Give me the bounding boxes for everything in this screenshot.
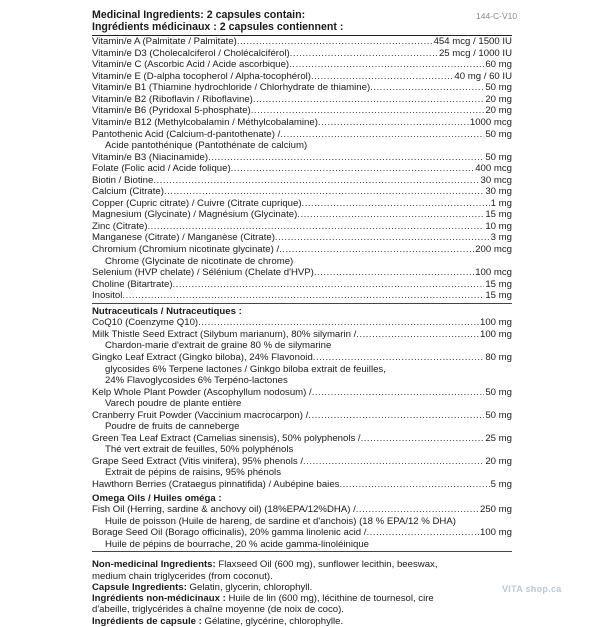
ingredient-continuation: Thé vert extrait de feuilles, 50% polyphénols [105, 444, 294, 456]
vitamin-row [92, 175, 512, 187]
ingredient-amount: 40 mg / 60 IU [454, 70, 512, 82]
product-code: 144-C-V10 [476, 11, 518, 21]
nutraceutical-row [92, 329, 512, 341]
leader-dots [290, 48, 438, 60]
leader-dots [314, 267, 474, 279]
nutraceuticals-list [92, 317, 512, 490]
ingredient-name: Folate (Folic acid / Acide folique) [92, 163, 231, 175]
vitamin-row [92, 59, 512, 71]
leader-dots [147, 221, 484, 233]
ingredient-continuation: Varech poudre de plante entière [105, 398, 242, 410]
omega-row [92, 504, 512, 516]
nutraceutical-row [92, 410, 512, 422]
nutraceutical-row [92, 387, 512, 399]
ingredient-continuation: Poudre de fruits de canneberge [105, 421, 240, 433]
leader-dots [153, 175, 479, 187]
leader-dots [237, 36, 433, 48]
ingredient-amount: 25 mg [485, 432, 512, 444]
non-medicinal-fr-label: Ingrédients non-médicinaux : [92, 593, 226, 605]
ingredient-amount: 1000 mcg [469, 117, 512, 129]
ingredient-amount: 15 mg [485, 209, 512, 221]
ingredient-amount: 50 mg [485, 386, 512, 398]
ingredient-amount: 80 mg [485, 351, 512, 363]
non-medicinal-en [92, 559, 512, 582]
leader-dots [312, 387, 485, 399]
ingredient-amount: 3 mg [490, 232, 512, 244]
vitamin-row [92, 105, 512, 117]
leader-dots [370, 82, 484, 94]
ingredient-amount: 20 mg [485, 455, 512, 467]
ingredient-continuation: Acide pantothénique (Pantothénate de calcium) [105, 140, 308, 152]
ingredient-name: Manganese (Citrate) / Manganèse (Citrate) [92, 232, 275, 244]
leader-dots [173, 279, 485, 291]
ingredient-name: Copper (Cupric citrate) / Cuivre (Citrate cuprique) [92, 197, 302, 209]
ingredient-name: Vitamin/e B12 (Methylcobalamin / Méthylcobalamine) [92, 117, 318, 129]
ingredient-name: Fish Oil (Herring, sardine & anchovy oil) (18%EPA/12%DHA) / [92, 504, 356, 516]
ingredient-name: Vitamin/e A (Palmitate / Palmitate) [92, 36, 237, 48]
vitamin-row [92, 290, 512, 302]
vitamin-row [92, 232, 512, 244]
capsule-en [92, 582, 512, 593]
vitamin-row [92, 198, 512, 210]
vitamin-row [92, 279, 512, 291]
ingredient-amount: 250 mg [480, 504, 512, 516]
vitamin-row [92, 129, 512, 141]
leader-dots [318, 117, 469, 129]
nutraceutical-row [92, 433, 512, 445]
ingredient-continuation: Huile de poisson (Huile de hareng, de sardine et d'anchois) (18 % EPA/12 % DHA) [105, 515, 456, 527]
ingredient-amount: 100 mg [480, 527, 512, 539]
vitamin-row [92, 152, 512, 164]
ingredient-name: Vitamin/e B6 (Pyridoxal 5-phosphate) [92, 105, 251, 117]
ingredient-amount: 15 mg [485, 290, 512, 302]
ingredient-name: Biotin / Biotine [92, 174, 154, 186]
ingredient-name: CoQ10 (Coenzyme Q10) [92, 317, 199, 329]
leader-dots [280, 129, 484, 141]
leader-dots [208, 152, 484, 164]
ingredient-name: Green Tea Leaf Extract (Camelias sinensis), 50% polyphenols / [92, 432, 361, 444]
non-medicinal-fr-text: Huile de lin (600 mg), lécithine de tournesol, cire [225, 593, 434, 605]
vitamin-row [92, 209, 512, 221]
ingredient-amount: 5 mg [490, 478, 512, 490]
ingredient-name: Vitamin/e D3 (Cholecalciferol / Cholécalciférol) [92, 47, 290, 59]
ingredient-amount: 1 mg [490, 197, 512, 209]
section-divider [92, 303, 512, 304]
vitamin-row [92, 71, 512, 83]
ingredient-continuation: 24% Flavoglycosides 6% Terpéno-lactones [105, 375, 288, 387]
nutraceutical-row [92, 456, 512, 468]
leader-dots [356, 504, 479, 516]
capsule-fr-text: Gélatine, glycérine, chlorophylle. [201, 615, 344, 627]
medicinal-header-fr: Ingrédients médicinaux : 2 capsules contiennent : [92, 20, 344, 33]
vitamins-list [92, 36, 512, 302]
ingredient-label [92, 10, 512, 627]
ingredient-name: Hawthorn Berries (Crataegus pinnatifida) / Aubépine baies [92, 478, 340, 490]
vitamin-row [92, 36, 512, 48]
ingredient-amount: 100 mcg [475, 267, 512, 279]
leader-dots [303, 456, 484, 468]
ingredient-name: Gingko Leaf Extract (Gingko biloba), 24% Flavonoid [92, 351, 313, 363]
leader-dots [253, 94, 484, 106]
leader-dots [366, 527, 479, 539]
leader-dots [279, 244, 474, 256]
leader-dots [311, 71, 453, 83]
ingredient-amount: 200 mcg [475, 244, 512, 256]
ingredient-continuation: glycosides 6% Terpene lactones / Ginkgo biloba extrait de feuilles, [105, 363, 386, 375]
capsule-fr [92, 616, 512, 627]
vitamin-row [92, 48, 512, 60]
ingredient-continuation: Chardon-marie d'extrait de graine 80 % de silymarine [105, 340, 332, 352]
ingredient-name: Chromium (Chromium nicotinate glycinate) / [92, 244, 280, 256]
leader-dots [251, 105, 485, 117]
non-medicinal-text-2: medium chain triglycerides (from coconut). [92, 570, 273, 582]
ingredient-amount: 25 mcg / 1000 IU [438, 47, 512, 59]
ingredient-amount: 15 mg [485, 278, 512, 290]
ingredient-amount: 100 mg [480, 317, 512, 329]
ingredient-amount: 20 mg [485, 105, 512, 117]
vitamin-row [92, 163, 512, 175]
vitamin-row [92, 94, 512, 106]
ingredient-name: Grape Seed Extract (Vitis vinifera), 95% phenols / [92, 455, 303, 467]
vitamin-row [92, 82, 512, 94]
non-medicinal-label: Non-medicinal Ingredients: [92, 559, 216, 571]
leader-dots [275, 232, 490, 244]
ingredient-name: Kelp Whole Plant Powder (Ascophyllum nodosum) / [92, 386, 312, 398]
ingredient-amount: 10 mg [485, 220, 512, 232]
leader-dots [289, 59, 484, 71]
vita-watermark: VITA shop.ca [502, 584, 562, 594]
vitamin-row [92, 244, 512, 256]
ingredient-continuation: Chrome (Glycinate de nicotinate de chrome) [105, 255, 294, 267]
leader-dots [339, 479, 489, 491]
ingredient-amount: 30 mg [485, 186, 512, 198]
nutraceutical-row [92, 479, 512, 491]
ingredient-continuation: Extrait de pépins de raisins, 95% phénols [105, 467, 281, 479]
vitamin-row [92, 186, 512, 198]
capsule-fr-label: Ingrédients de capsule : [92, 615, 202, 627]
leader-dots [313, 352, 485, 364]
ingredient-name: Calcium (Citrate) [92, 186, 164, 198]
ingredient-name: Inositol [92, 290, 123, 302]
ingredient-name: Vitamin/e B3 (Niacinamide) [92, 151, 209, 163]
ingredient-amount: 20 mg [485, 93, 512, 105]
vitamin-row [92, 267, 512, 279]
ingredient-name: Selenium (HVP chelate) / Sélénium (Chelate d'HVP) [92, 267, 314, 279]
non-medicinal-text: Flaxseed Oil (600 mg), sunflower lecithin, beeswax, [215, 559, 438, 571]
non-medicinal-fr [92, 593, 512, 616]
vitamin-row [92, 117, 512, 129]
ingredient-name: Vitamin/e B2 (Riboflavin / Riboflavine) [92, 93, 253, 105]
ingredient-name: Vitamin/e B1 (Thiamine hydrochloride / Chlorhydrate de thiamine) [92, 82, 371, 94]
ingredient-amount: 50 mg [485, 151, 512, 163]
medicinal-header-en: Medicinal Ingredients: 2 capsules contain: [92, 9, 306, 21]
leader-dots [164, 186, 484, 198]
non-medicinal-fr-text-2: d'abeille, triglycérides à chaîne moyenne (de noix de coco). [92, 604, 344, 616]
ingredient-amount: 50 mg [485, 409, 512, 421]
ingredient-name: Choline (Bitartrate) [92, 278, 173, 290]
ingredient-name: Milk Thistle Seed Extract (Silybum marianum), 80% silymarin / [92, 328, 357, 340]
ingredient-amount: 454 mcg / 1500 IU [433, 36, 512, 48]
capsule-label: Capsule Ingredients: [92, 581, 187, 593]
capsule-text: Gelatin, glycerin, chlorophyll. [186, 581, 313, 593]
leader-dots [356, 329, 479, 341]
ingredient-amount: 50 mg [485, 82, 512, 94]
ingredient-continuation: Huile de pépins de bourrache, 20 % acide gamma-linoléinique [105, 538, 369, 550]
ingredient-name: Vitamin/e C (Ascorbic Acid / Acide ascorbique) [92, 59, 290, 71]
ingredient-amount: 400 mcg [475, 163, 512, 175]
leader-dots [231, 163, 475, 175]
ingredient-name: Pantothenic Acid (Calcium-d-pantothenate) / [92, 128, 281, 140]
ingredient-name: Magnesium (Glycinate) / Magnésium (Glycinate) [92, 209, 298, 221]
leader-dots [198, 317, 479, 329]
leader-dots [308, 410, 484, 422]
leader-dots [361, 433, 485, 445]
ingredient-amount: 50 mg [485, 128, 512, 140]
nutraceutical-row [92, 352, 512, 364]
ingredient-name: Borage Seed Oil (Borago officinalis), 20% gamma linolenic acid / [92, 527, 367, 539]
vitamin-row [92, 221, 512, 233]
ingredient-name: Vitamin/e E (D-alpha tocopherol / Alpha-tocophérol) [92, 70, 312, 82]
omega-row [92, 527, 512, 539]
nutraceuticals-header: Nutraceuticals / Nutraceutiques : [92, 305, 242, 317]
ingredient-amount: 30 mcg [480, 174, 512, 186]
leader-dots [302, 198, 490, 210]
ingredient-name: Zinc (Citrate) [92, 220, 148, 232]
nutraceutical-row [92, 317, 512, 329]
omega-header: Omega Oils / Huiles oméga : [92, 492, 222, 504]
leader-dots [297, 209, 484, 221]
omega-list [92, 504, 512, 550]
ingredient-amount: 60 mg [485, 59, 512, 71]
ingredient-amount: 100 mg [480, 328, 512, 340]
ingredient-name: Cranberry Fruit Powder (Vaccinium macrocarpon) / [92, 409, 309, 421]
leader-dots [122, 290, 484, 302]
